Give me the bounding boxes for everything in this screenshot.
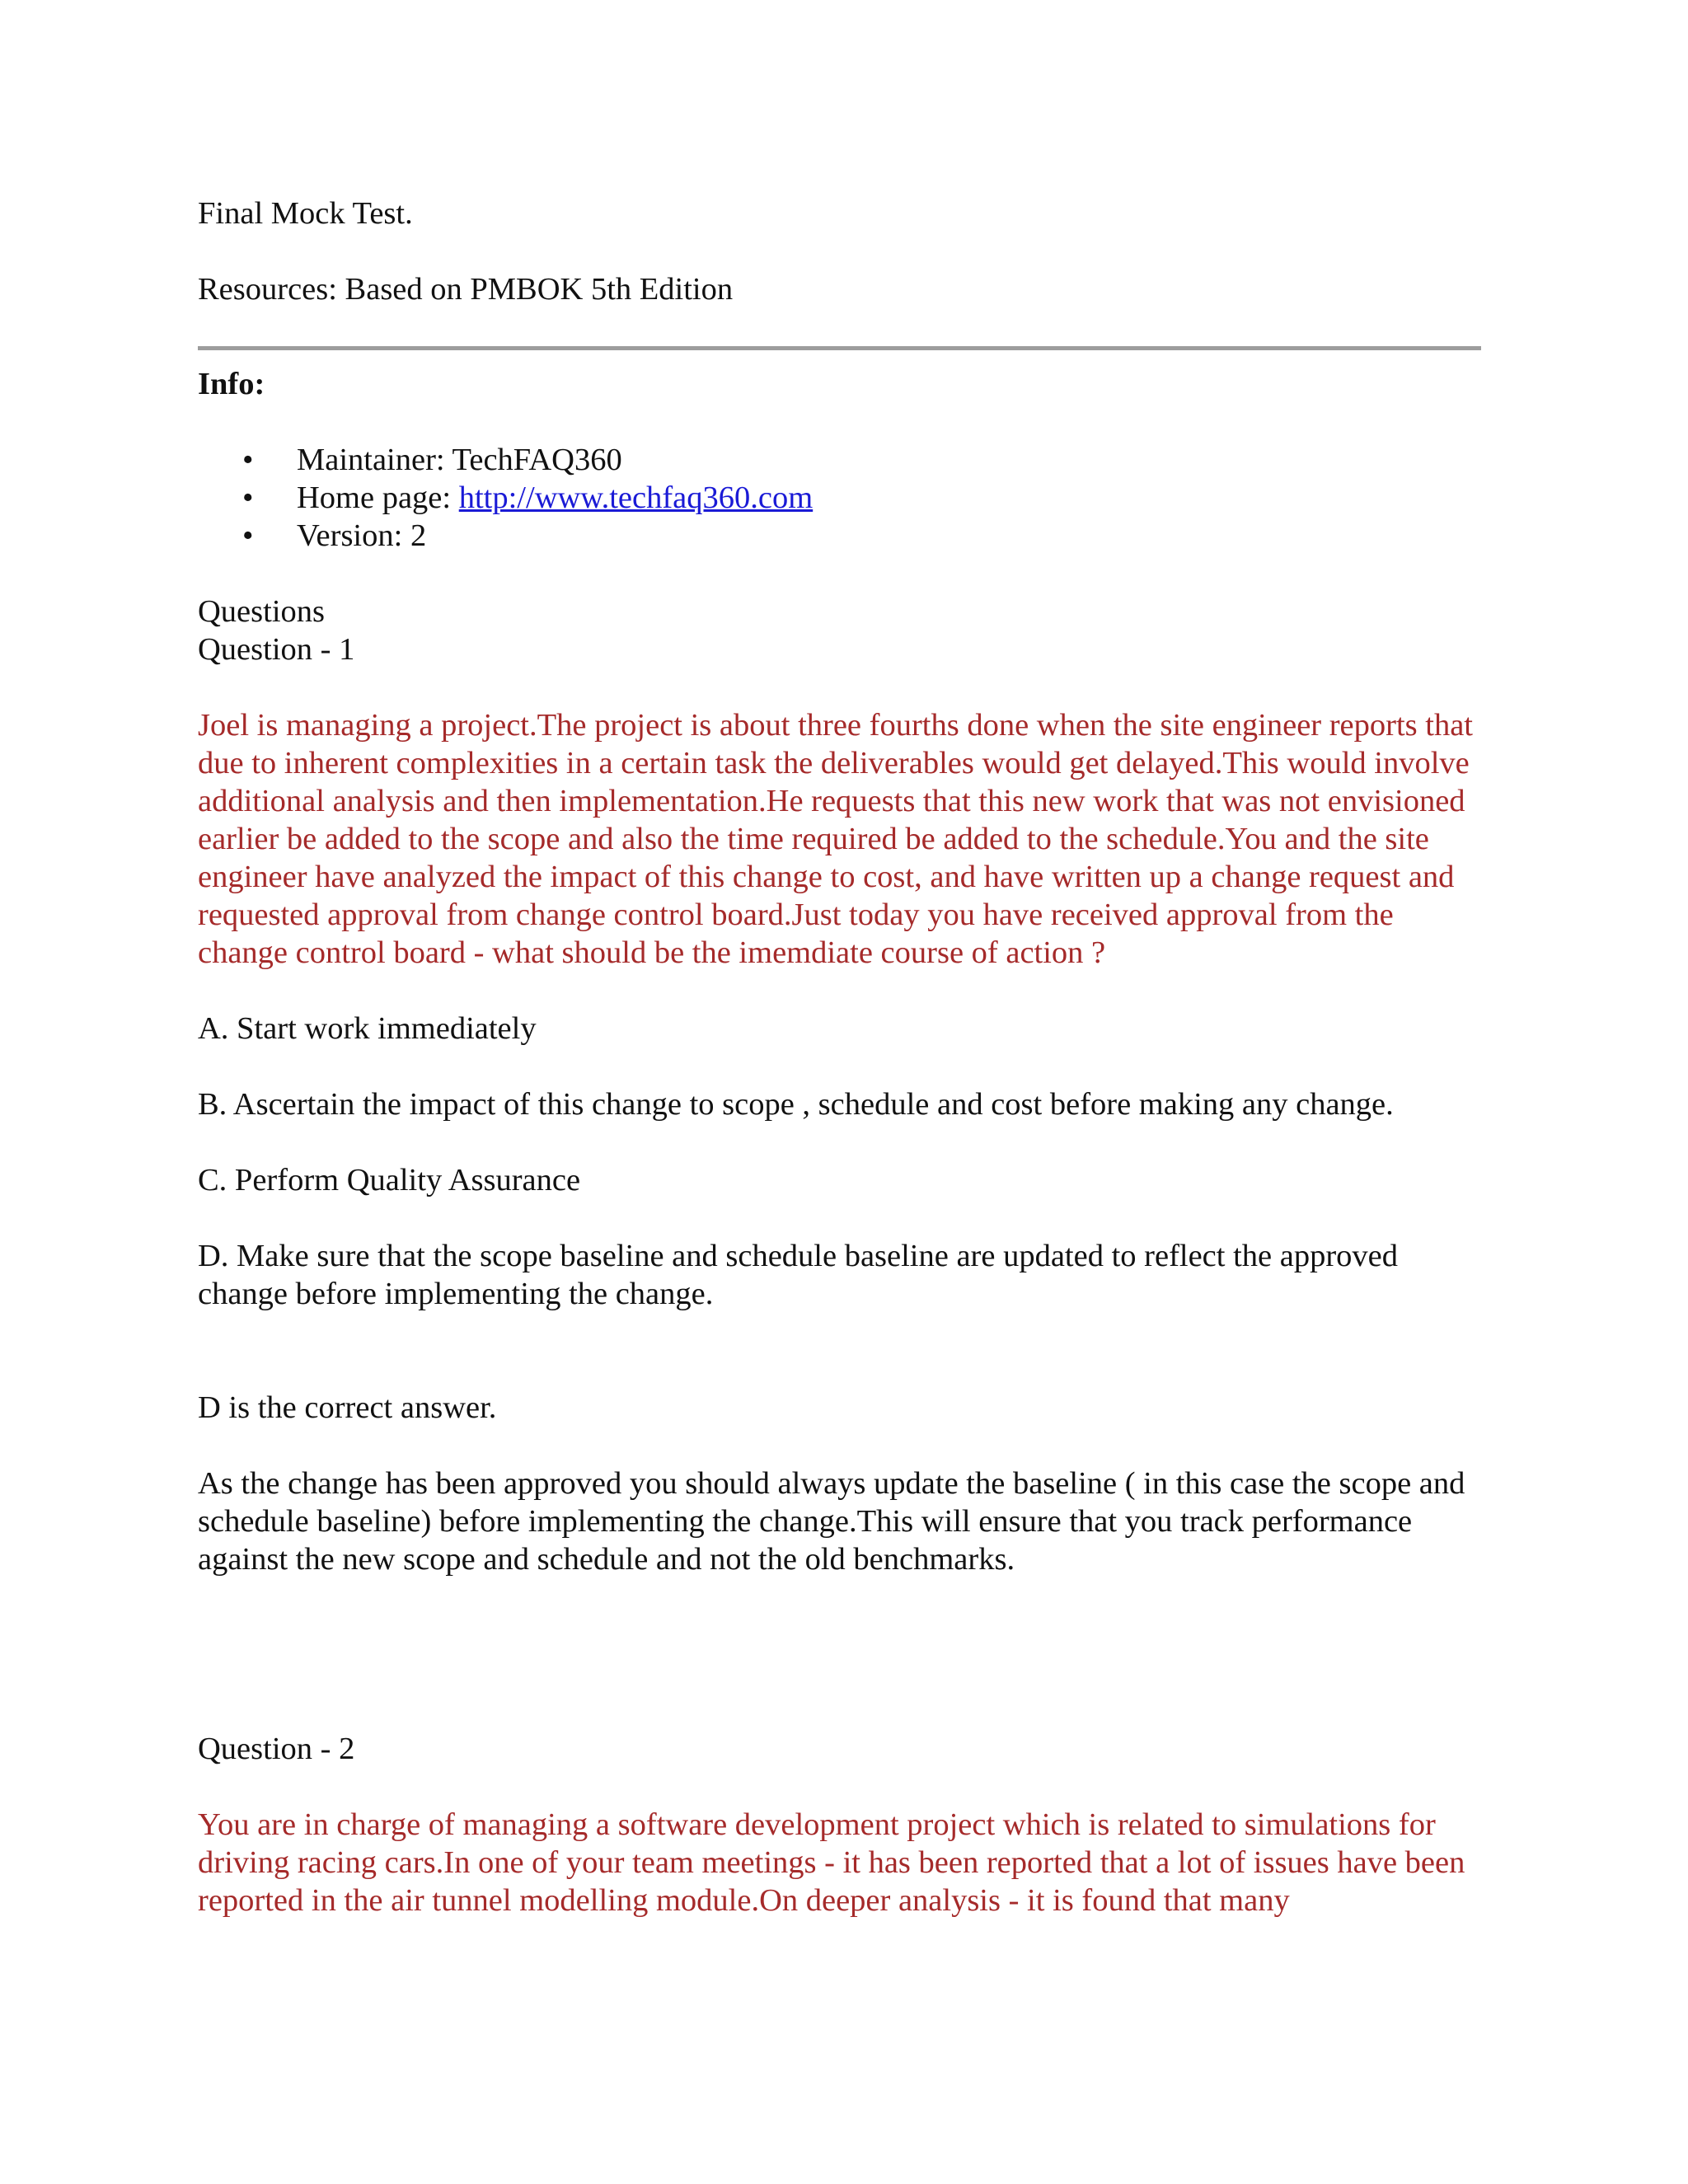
info-list (198, 441, 1484, 555)
horizontal-rule (198, 346, 1481, 350)
document-page (198, 194, 1484, 1957)
question-1-answer: D is the correct answer. (198, 1390, 497, 1425)
info-item-homepage (198, 479, 1484, 517)
question-1-explanation: As the change has been approved you should always update the baseline ( in this case the scope and schedule baseline) before implementing the change.This will ensure that you track performance against the new scope and schedule and not the old benchmarks. (198, 1466, 1465, 1577)
bullet-icon: • (242, 443, 254, 477)
questions-heading: Questions (198, 594, 325, 629)
resources-line: Resources: Based on PMBOK 5th Edition (198, 272, 734, 307)
question-1-option-d: D. Make sure that the scope baseline and schedule baseline are updated to reflect the approved change before implementing the change. (198, 1239, 1398, 1311)
question-1-option-c: C. Perform Quality Assurance (198, 1163, 581, 1197)
homepage-label: Home page: (297, 480, 459, 515)
maintainer-text: Maintainer: TechFAQ360 (297, 443, 622, 477)
info-heading: Info: (198, 367, 265, 401)
question-2-text: You are in charge of managing a software development project which is related to simulations for driving racing cars.In one of your team meetings - it has been reported that a lot of issues have been reported in the air tunnel modelling module.On deeper analysis - it is found that many (198, 1807, 1465, 1918)
document-title: Final Mock Test. (198, 196, 413, 231)
info-item-maintainer (198, 441, 1484, 479)
question-1-option-a: A. Start work immediately (198, 1011, 537, 1046)
question-2-label: Question - 2 (198, 1732, 355, 1766)
bullet-icon: • (242, 518, 254, 553)
homepage-link[interactable]: http://www.techfaq360.com (458, 480, 814, 515)
question-1-label: Question - 1 (198, 632, 355, 667)
bullet-icon: • (242, 480, 254, 515)
version-text: Version: 2 (297, 518, 427, 553)
info-item-version (198, 517, 1484, 555)
question-1-option-b: B. Ascertain the impact of this change to scope , schedule and cost before making any change. (198, 1087, 1394, 1122)
question-1-text: Joel is managing a project.The project is about three fourths done when the site engineer reports that due to inherent complexities in a certain task the deliverables would get delayed.This would involve additional analysis and then implementation.He requests that this new work that was not envisioned earlier be added to the scope and also the time required be added to the schedule.You and the site engineer have analyzed the impact of this change to cost, and have written up a change request and requested approval from change control board.Just today you have received approval from the change control board - what should be the imemdiate course of action ? (198, 708, 1473, 970)
